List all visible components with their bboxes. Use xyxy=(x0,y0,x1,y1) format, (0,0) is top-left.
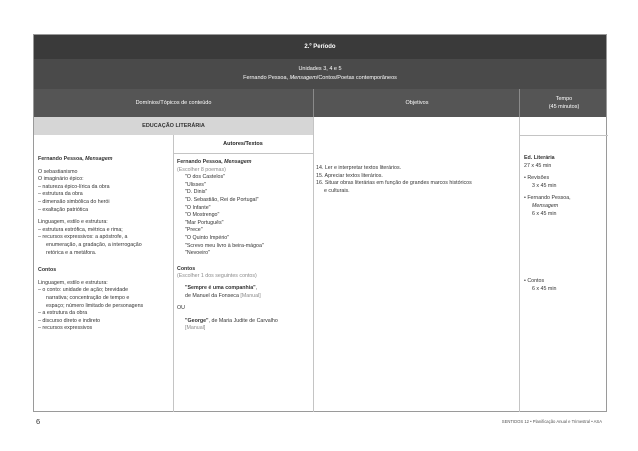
topic-line: O imaginário épico: xyxy=(38,176,84,183)
units-subtitle: Fernando Pessoa, Mensagem/Contos/Poetas contemporâneos xyxy=(243,75,397,81)
objective-item: 15. Apreciar textos literários. xyxy=(316,172,383,179)
poem-item: "Mar Português" xyxy=(185,219,224,226)
time-ed-lit: Ed. Literária xyxy=(524,155,555,161)
poem-item: "O Infante" xyxy=(185,204,211,211)
period-header xyxy=(34,35,606,59)
units-title: Unidades 3, 4 e 5 xyxy=(298,66,342,72)
domains-header: Domínios/Tópicos de conteúdo xyxy=(135,100,212,106)
objectives-list xyxy=(316,165,516,195)
time-value: 3 x 45 min xyxy=(532,182,557,189)
topic-line: – recursos expressivos: a apóstrofe, a xyxy=(38,234,128,241)
poem-item: "O dos Castelos" xyxy=(185,174,225,181)
topic-line: – recursos expressivos xyxy=(38,325,93,332)
content-topics xyxy=(38,156,170,333)
choose-note: (Escolher 8 poemas) xyxy=(177,166,226,173)
poem-item: "D. Dinis" xyxy=(185,189,208,196)
planning-table xyxy=(33,34,607,412)
contos-topic-title: Contos xyxy=(38,267,57,274)
poem-item: "Prece" xyxy=(185,227,203,234)
objectives-header: Objetivos xyxy=(313,89,520,117)
fp-texts-title: Fernando Pessoa, Mensagem xyxy=(177,159,252,165)
section-title: EDUCAÇÃO LITERÁRIA xyxy=(34,117,313,135)
choose-note: (Escolher 1 dos seguintes contos) xyxy=(177,273,257,280)
time-item-em: Mensagem xyxy=(532,202,559,209)
time-item: • Revisões xyxy=(524,175,550,182)
story-1-author: de Manuel da Fonseca [Manual] xyxy=(185,292,261,299)
topic-line: O sebastianismo xyxy=(38,168,78,175)
authors-header: Autores/Textos xyxy=(223,141,263,147)
divider xyxy=(519,135,608,136)
time-value: 6 x 45 min xyxy=(532,210,557,217)
topic-line: – natureza épico-lírica da obra xyxy=(38,183,110,190)
poem-item: "Screvo meu livro à beira-mágoa" xyxy=(185,242,264,249)
footer-note: SENTIDOS 12 • Planificação Anual e Trimestral • ASA xyxy=(501,419,602,424)
divider xyxy=(173,135,174,412)
topic-line: narrativa; concentração de tempo e xyxy=(46,294,130,301)
time-value: 6 x 45 min xyxy=(532,285,557,292)
divider xyxy=(313,117,314,412)
period-title: 2.º Período xyxy=(304,44,336,50)
column-headers xyxy=(34,89,606,117)
objective-item: 16. Situar obras literárias em função de grandes marcos históricos xyxy=(316,180,472,187)
topic-line: – estrutura da obra xyxy=(38,191,83,198)
story-2: "George", de Maria Judite de Carvalho xyxy=(185,317,278,324)
time-item: • Fernando Pessoa, xyxy=(524,195,571,202)
poem-item: "Ulisses" xyxy=(185,181,206,188)
story-2-tag: [Manual] xyxy=(185,325,206,332)
poem-item: "O Mostrengo" xyxy=(185,212,220,219)
contos-texts-title: Contos xyxy=(177,265,196,272)
objective-item: 14. Ler e interpretar textos literários. xyxy=(316,165,402,171)
topic-line: – discurso direto e indireto xyxy=(38,317,101,324)
topic-line: – o conto: unidade de ação; brevidade xyxy=(38,287,129,294)
authors-texts xyxy=(177,159,311,333)
time-item: • Contos xyxy=(524,278,545,285)
poem-item: "Nevoeiro" xyxy=(185,250,210,257)
fp-topic-title: Fernando Pessoa, Mensagem xyxy=(38,156,113,162)
page-number: 6 xyxy=(36,417,41,426)
time-header: Tempo (45 minutos) xyxy=(519,89,608,117)
topic-line: retórica e a metáfora. xyxy=(46,249,97,256)
topic-subtitle: Linguagem, estilo e estrutura: xyxy=(38,219,108,226)
poem-item: "O Quinto Império" xyxy=(185,234,230,241)
topic-line: espaço; número limitado de personagens xyxy=(46,302,144,309)
topic-line: – exaltação patriótica xyxy=(38,206,89,213)
or-separator: OU xyxy=(177,305,185,312)
topic-line: enumeração, a gradação, a interrogação xyxy=(46,241,142,248)
time-value: 27 x 45 min xyxy=(524,162,552,169)
units-header xyxy=(34,59,606,89)
topic-line: – estrutura estrófica, métrica e rima; xyxy=(38,226,123,233)
topic-subtitle: Linguagem, estilo e estrutura: xyxy=(38,279,108,286)
topic-line: – a estrutura da obra xyxy=(38,310,88,317)
time-allocation xyxy=(524,155,606,293)
objective-item: e culturais. xyxy=(324,187,350,194)
topic-line: – dimensão simbólica do herói xyxy=(38,198,110,205)
divider xyxy=(519,117,520,412)
divider xyxy=(173,153,313,154)
story-1: "Sempre é uma companhia", xyxy=(185,284,258,291)
poem-item: "D. Sebastião, Rei de Portugal" xyxy=(185,196,259,203)
